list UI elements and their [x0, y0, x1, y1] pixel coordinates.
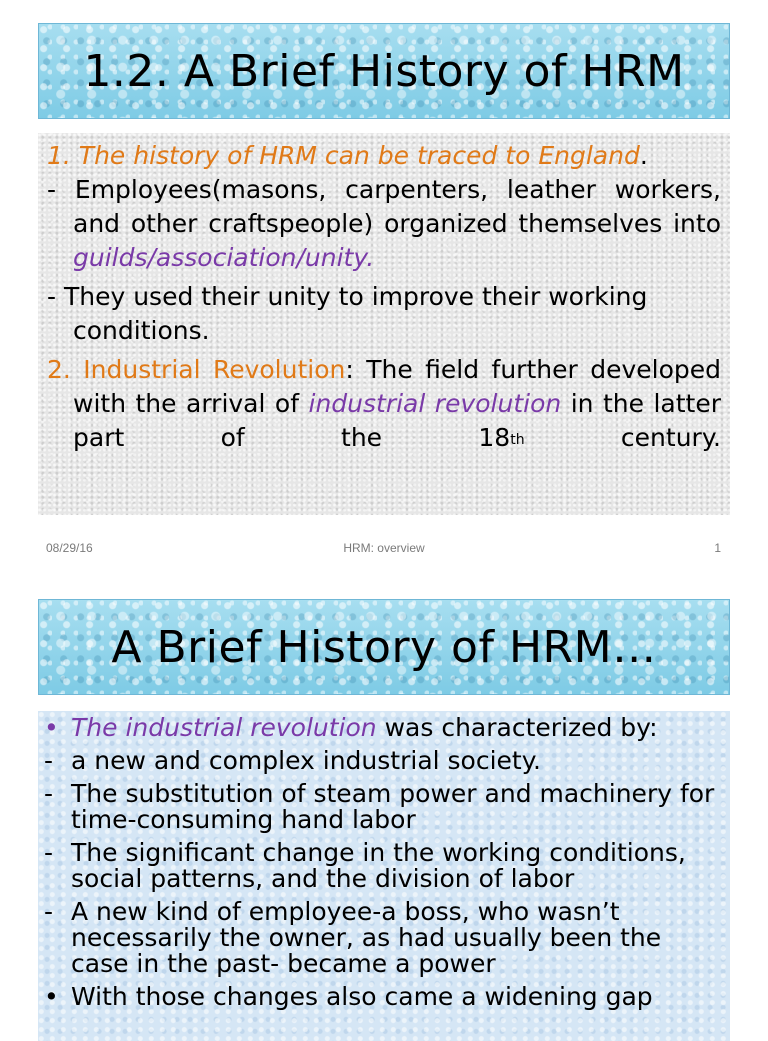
slide2-title: A Brief History of HRM…	[111, 621, 657, 673]
slide1-point-england: 1. The history of HRM can be traced to England.	[47, 141, 648, 170]
slide1-title: 1.2. A Brief History of HRM	[83, 45, 685, 97]
slide1-title-banner	[38, 23, 730, 119]
list-item: - A new kind of employee-a boss, who wasn’t necessarily the owner, as had usually been the case in the past- became a power	[44, 897, 662, 978]
dash-marker: -	[44, 746, 54, 775]
bullet-icon: •	[44, 982, 59, 1011]
list-item: - The substitution of steam power and machinery for time-consuming hand labor	[44, 779, 715, 834]
bullet-icon: •	[44, 713, 59, 742]
guilds-highlight: guilds/association/unity.	[73, 243, 375, 272]
industrial-revolution-highlight: The industrial revolution	[71, 713, 377, 742]
england-highlight: 1. The history of HRM can be traced to England	[47, 141, 640, 170]
footer-page-number: 1	[714, 541, 721, 555]
slide2-title-banner	[38, 599, 730, 695]
dash-marker: -	[44, 838, 54, 867]
slide2-intro-bullet: • The industrial revolution was characterized by:	[44, 713, 658, 742]
industrial-revolution-highlight: industrial revolution	[308, 389, 562, 418]
slide1-point-guilds: - Employees(masons, carpenters, leather workers, and other craftspeople) organized themselves into guilds/association/unity.	[47, 175, 721, 272]
slide1-content	[38, 133, 730, 515]
slide1-point-unity: - They used their unity to improve their working conditions.	[47, 282, 648, 345]
list-item: - The significant change in the working conditions, social patterns, and the division of labor	[44, 838, 686, 893]
list-item: - a new and complex industrial society.	[44, 746, 541, 775]
footer-title: HRM: overview	[343, 541, 425, 555]
industrial-revolution-label: 2. Industrial Revolution	[47, 355, 346, 384]
dash-marker: -	[44, 779, 54, 808]
footer-date: 08/29/16	[46, 541, 93, 555]
dash-marker: -	[44, 897, 54, 926]
slide2-content	[38, 711, 730, 1041]
slide1-point-industrial: 2. Industrial Revolution: The field further developed with the arrival of industrial revolution in the latter part of the 18th century.	[47, 355, 722, 452]
list-item: • With those changes also came a widening gap	[44, 982, 653, 1011]
